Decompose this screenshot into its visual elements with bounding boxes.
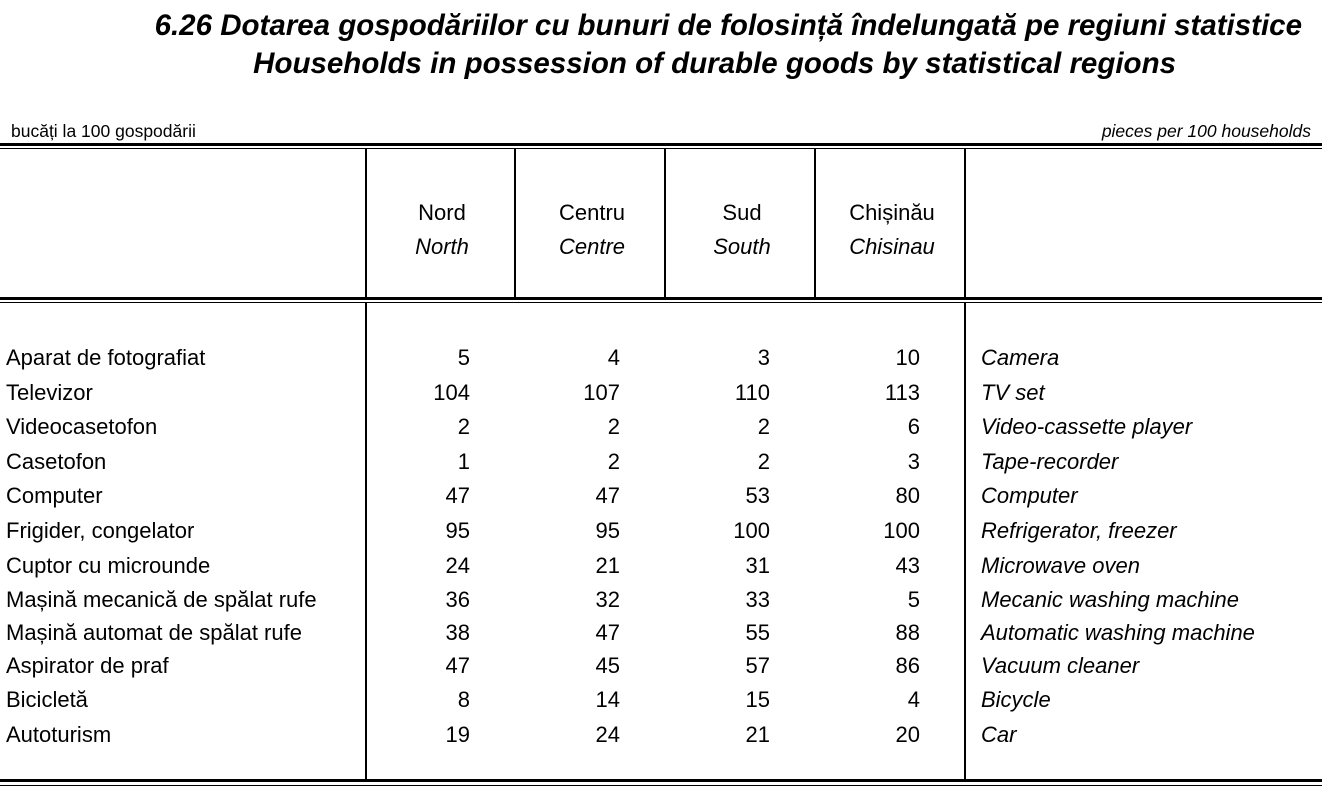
cell-chisinau: 43 <box>895 552 920 578</box>
column-header-en: Centre <box>558 234 626 259</box>
row-label-ro: Mașină automat de spălat rufe <box>6 619 302 645</box>
row-label-ro: Videocasetofon <box>6 414 158 440</box>
cell-north: 95 <box>445 517 470 543</box>
row-label-en: Bicycle <box>981 687 1051 713</box>
row-label-ro: Frigider, congelator <box>6 517 195 543</box>
cell-centre: 45 <box>595 652 620 678</box>
column-header-ro: Centru <box>558 200 626 225</box>
row-label-ro: Mașină mecanică de spălat rufe <box>6 587 317 613</box>
table-row <box>0 649 1322 684</box>
table-row <box>0 514 1322 549</box>
column-header-centre <box>517 196 667 264</box>
cell-chisinau: 6 <box>907 414 920 440</box>
top-rule-thick <box>0 143 1322 146</box>
row-label-ro: Aparat de fotografiat <box>6 345 206 370</box>
cell-centre: 47 <box>595 619 620 645</box>
cell-chisinau: 4 <box>907 687 920 713</box>
cell-chisinau: 80 <box>895 483 920 509</box>
cell-chisinau: 113 <box>884 379 920 405</box>
cell-centre: 2 <box>607 414 620 440</box>
column-header-chisinau <box>817 196 967 264</box>
row-label-en: Automatic washing machine <box>981 619 1255 645</box>
cell-chisinau: 88 <box>895 619 920 645</box>
cell-south: 3 <box>757 345 770 370</box>
column-header-en: Chisinau <box>849 234 935 259</box>
column-header-ro: Nord <box>418 200 466 225</box>
cell-centre: 4 <box>607 345 620 370</box>
cell-north: 24 <box>445 552 470 578</box>
cell-chisinau: 86 <box>895 652 920 678</box>
cell-south: 100 <box>733 517 770 543</box>
table-row <box>0 479 1322 514</box>
top-rule-thin <box>0 148 1322 149</box>
table-row <box>0 341 1322 376</box>
cell-south: 2 <box>757 414 770 440</box>
cell-centre: 47 <box>595 483 620 509</box>
table-row <box>0 718 1322 753</box>
cell-south: 110 <box>734 379 770 405</box>
row-label-ro: Autoturism <box>6 721 112 747</box>
row-label-en: Vacuum cleaner <box>981 652 1140 678</box>
cell-north: 1 <box>457 448 470 474</box>
row-label-en: Microwave oven <box>981 552 1140 578</box>
cell-centre: 107 <box>583 379 620 405</box>
table-body <box>0 341 1322 752</box>
cell-north: 8 <box>457 687 470 713</box>
cell-north: 104 <box>433 379 470 405</box>
cell-south: 21 <box>745 721 770 747</box>
bottom-rule-thin <box>0 785 1322 786</box>
cell-south: 15 <box>745 687 770 713</box>
cell-south: 31 <box>745 552 770 578</box>
row-label-en: Mecanic washing machine <box>981 587 1240 613</box>
column-header-south <box>667 196 817 264</box>
cell-chisinau: 10 <box>895 345 920 370</box>
column-header-ro: Sud <box>722 200 762 225</box>
table-row <box>0 410 1322 445</box>
cell-chisinau: 20 <box>895 721 920 747</box>
table-row <box>0 376 1322 411</box>
cell-centre: 21 <box>595 552 620 578</box>
cell-north: 38 <box>445 619 470 645</box>
row-label-en: TV set <box>981 379 1045 405</box>
bottom-rule-thick <box>0 779 1322 782</box>
row-label-en: Computer <box>981 483 1078 509</box>
unit-label-en: pieces per 100 households <box>1101 121 1311 141</box>
row-label-en: Car <box>981 721 1017 747</box>
cell-north: 5 <box>457 345 470 370</box>
cell-south: 33 <box>745 587 770 613</box>
table-row <box>0 445 1322 480</box>
cell-centre: 32 <box>595 587 620 613</box>
cell-centre: 14 <box>595 687 620 713</box>
unit-label-ro: bucăți la 100 gospodării <box>11 121 196 141</box>
row-label-ro: Televizor <box>6 379 93 405</box>
column-header-north <box>367 196 517 264</box>
cell-north: 47 <box>445 483 470 509</box>
row-label-ro: Bicicletă <box>6 687 88 713</box>
cell-south: 2 <box>757 448 770 474</box>
table-row <box>0 549 1322 584</box>
cell-centre: 2 <box>607 448 620 474</box>
header-rule-thin <box>0 302 1322 303</box>
cell-south: 55 <box>745 619 770 645</box>
row-label-ro: Computer <box>6 483 103 509</box>
cell-centre: 95 <box>595 517 620 543</box>
table-row <box>0 583 1322 616</box>
cell-south: 57 <box>745 652 770 678</box>
cell-north: 2 <box>457 414 470 440</box>
table-title-ro: 6.26 Dotarea gospodăriilor cu bunuri de folosință îndelungată pe regiuni statistice <box>154 9 1302 42</box>
row-label-en: Video-cassette player <box>981 414 1193 440</box>
row-label-en: Tape-recorder <box>981 448 1119 474</box>
header-rule-thick <box>0 297 1322 300</box>
cell-chisinau: 5 <box>907 587 920 613</box>
cell-chisinau: 3 <box>907 448 920 474</box>
cell-centre: 24 <box>595 721 620 747</box>
row-label-ro: Casetofon <box>6 448 107 474</box>
row-label-ro: Cuptor cu microunde <box>6 552 211 578</box>
table-title-en: Households in possession of durable goods by statistical regions <box>253 47 1176 80</box>
cell-north: 36 <box>445 587 470 613</box>
table-row <box>0 616 1322 649</box>
table-row <box>0 683 1322 718</box>
column-header-en: South <box>713 234 771 259</box>
cell-south: 53 <box>745 483 770 509</box>
cell-chisinau: 100 <box>883 517 920 543</box>
row-label-ro: Aspirator de praf <box>6 652 169 678</box>
column-header-ro: Chișinău <box>849 200 935 225</box>
row-label-en: Camera <box>981 345 1060 370</box>
column-header-en: North <box>415 234 469 259</box>
cell-north: 19 <box>445 721 470 747</box>
cell-north: 47 <box>445 652 470 678</box>
row-label-en: Refrigerator, freezer <box>981 517 1177 543</box>
